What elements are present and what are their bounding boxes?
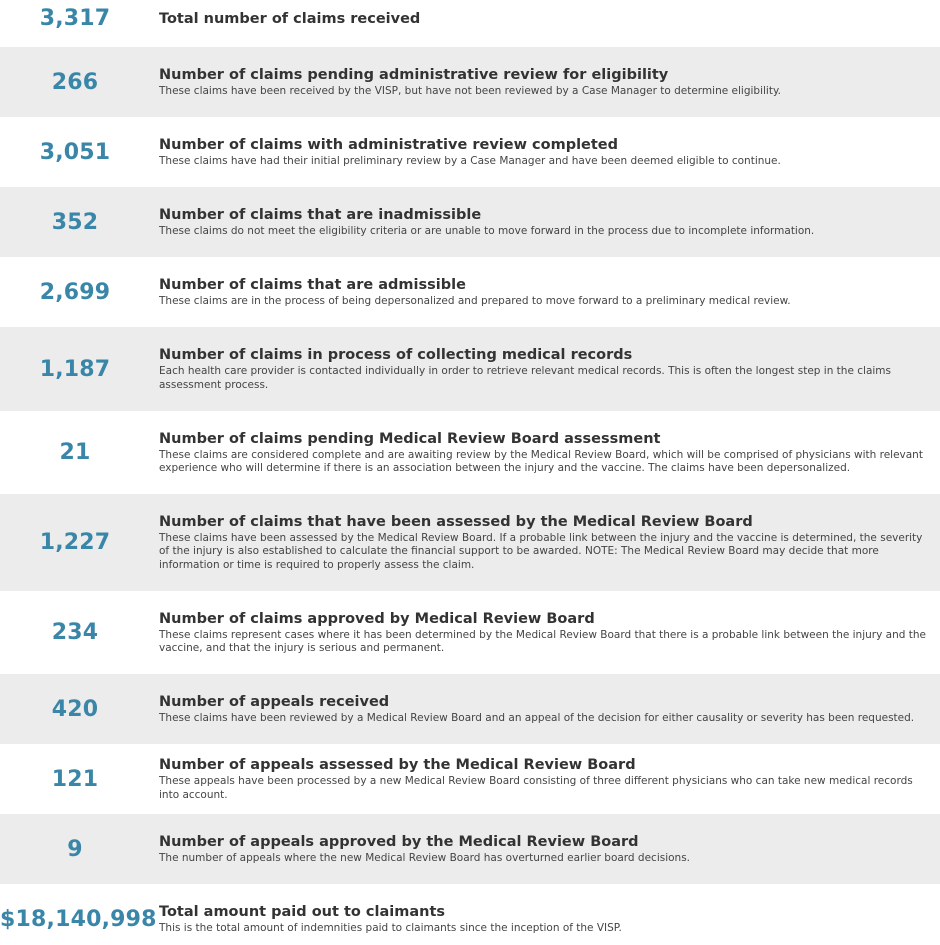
stat-title: Number of appeals assessed by the Medical Review Board — [159, 757, 636, 773]
stat-row-approved-by-mrb — [0, 591, 940, 674]
stat-row-appeals-assessed — [0, 744, 940, 814]
stat-row-pending-admin-review — [0, 47, 940, 117]
stat-title: Number of claims in process of collecting medical records — [159, 347, 633, 363]
stat-description: These claims have been assessed by the Medical Review Board. If a probable link between the injury and the vaccine is determined, the severity of the injury is also established to calculate the financial support to be awarded. NOTE: The Medical Review Board may decide that more information or time is required to properly assess the claim. — [159, 531, 923, 571]
stat-value: 420 — [51, 696, 99, 722]
stat-value: 3,051 — [39, 139, 111, 165]
stat-value: 3,317 — [39, 6, 111, 31]
stat-title: Number of claims that have been assessed by the Medical Review Board — [159, 513, 753, 530]
stat-description: These claims have been reviewed by a Medical Review Board and an appeal of the decision for either causality or severity has been requested. — [159, 711, 915, 724]
stat-title: Number of appeals received — [159, 693, 390, 710]
stat-description: These appeals have been processed by a new Medical Review Board consisting of three different physicians who can take new medical records into account. — [159, 775, 913, 801]
stat-row-total-paid — [0, 884, 940, 945]
stat-text — [150, 206, 940, 239]
stat-text — [150, 276, 940, 309]
stat-description: These claims have had their initial preliminary review by a Case Manager and have been deemed eligible to continue. — [159, 154, 781, 167]
stat-row-assessed-by-mrb — [0, 494, 940, 591]
stat-description: These claims are in the process of being depersonalized and prepared to move forward to a preliminary medical review. — [159, 294, 791, 307]
stat-description: These claims represent cases where it has been determined by the Medical Review Board that there is a probable link between the injury and the vaccine, and that the injury is serious and permanent. — [159, 628, 926, 654]
stat-title: Number of claims pending administrative review for eligibility — [159, 66, 669, 83]
stat-title: Total amount paid out to claimants — [159, 903, 446, 920]
stat-description: These claims do not meet the eligibility criteria or are unable to move forward in the process due to incomplete information. — [159, 224, 815, 237]
stat-description: The number of appeals where the new Medical Review Board has overturned earlier board decisions. — [159, 851, 691, 864]
stat-title: Number of claims that are admissible — [159, 276, 466, 293]
stat-title: Number of appeals approved by the Medical Review Board — [159, 833, 639, 850]
stat-row-pending-mrb-assessment — [0, 411, 940, 494]
stat-value: 21 — [59, 440, 91, 465]
stat-row-admin-review-completed — [0, 117, 940, 187]
stat-title: Total number of claims received — [159, 10, 421, 27]
stat-title: Number of claims approved by Medical Review Board — [159, 610, 595, 627]
stat-text — [150, 693, 940, 726]
stat-description: These claims are considered complete and are awaiting review by the Medical Review Board, which will be comprised of physicians with relevant experience who will determine if there is an association between the injury and the vaccine. The claims have been depersonalized. — [159, 448, 923, 474]
stat-title: Number of claims pending Medical Review Board assessment — [159, 430, 661, 447]
stat-value: 352 — [51, 209, 99, 235]
stat-value: 2,699 — [39, 279, 111, 305]
stat-row-appeals-received — [0, 674, 940, 744]
stat-text — [150, 430, 940, 476]
stat-value: 266 — [51, 69, 99, 95]
stat-text — [150, 756, 940, 802]
stat-text — [150, 136, 940, 169]
stat-description: This is the total amount of indemnities paid to claimants since the inception of the VISP. — [159, 921, 622, 934]
stat-row-collecting-medical-records — [0, 327, 940, 411]
stat-title: Number of claims with administrative review completed — [159, 136, 619, 153]
stat-value: $18,140,998 — [0, 906, 157, 932]
stat-description: These claims have been received by the VISP, but have not been reviewed by a Case Manager to determine eligibility. — [159, 84, 781, 97]
stat-text — [150, 833, 940, 866]
stat-row-admissible — [0, 257, 940, 327]
stat-value: 234 — [51, 620, 99, 645]
stat-row-appeals-approved — [0, 814, 940, 884]
stat-value: 1,227 — [39, 530, 111, 555]
stat-text — [150, 10, 940, 28]
stat-value: 1,187 — [39, 356, 111, 382]
stat-value: 9 — [67, 836, 83, 862]
stat-title: Number of claims that are inadmissible — [159, 206, 482, 223]
stat-row-inadmissible — [0, 187, 940, 257]
stat-text — [150, 903, 940, 936]
stat-text — [150, 346, 940, 392]
stat-row-total-claims — [0, 0, 940, 47]
stat-value: 121 — [51, 766, 99, 792]
stat-text — [150, 610, 940, 656]
stat-description: Each health care provider is contacted individually in order to retrieve relevant medical records. This is often the longest step in the claims assessment process. — [159, 365, 891, 391]
stat-text — [150, 66, 940, 99]
stat-text — [150, 513, 940, 573]
